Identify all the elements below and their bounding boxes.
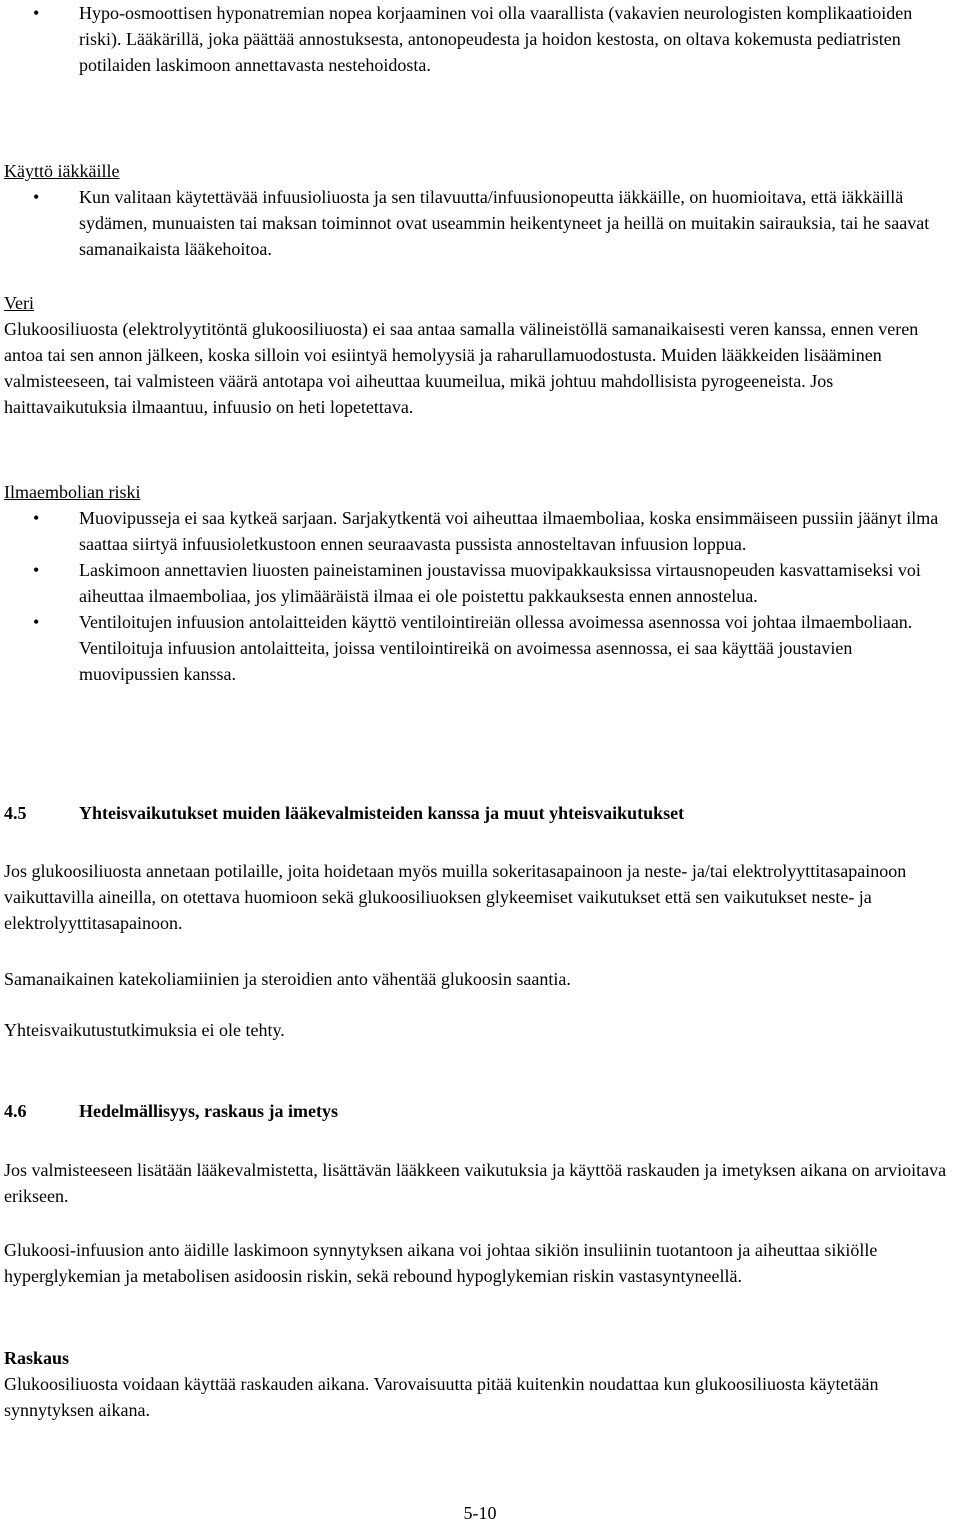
pregnancy-label: Raskaus [4, 1348, 70, 1368]
bullet-icon: • [33, 508, 40, 528]
paragraph: Jos valmisteeseen lisätään lääkevalmistetta, lisättävän lääkkeen vaikutuksia ja käyttöä raskauden ja imetyksen aikana on arvioitava erikseen. [4, 1160, 947, 1206]
page-number: 5-10 [463, 1503, 497, 1523]
section-4-6-body [0, 1157, 960, 1209]
section-title: Hedelmällisyys, raskaus ja imetys [79, 1101, 338, 1121]
section-title: Yhteisvaikutukset muiden lääkevalmisteiden kanssa ja muut yhteisvaikutukset [79, 803, 685, 823]
list-item: • Ventiloitujen infuusion antolaitteiden käyttö ventilointireiän ollessa avoimessa asennossa voi johtaa ilmaemboliaan. Ventiloituja infuusion antolaitteita, joissa ventilointireikä on avoimessa asennossa, ei saa käyttää joustavien muovipussien kanssa. [0, 609, 960, 687]
blood-paragraph: Glukoosiliuosta (elektrolyytitöntä glukoosiliuosta) ei saa antaa samalla välineistöllä samanaikaisesti veren kanssa, ennen veren antoa tai sen annon jälkeen, koska silloin voi esiintyä hemolyysiä ja raharullamuodostusta. Muiden lääkkeiden lisääminen valmisteeseen, tai valmisteen väärä antotapa voi aiheuttaa kuumeilua, mikä johtuu mahdollisista pyrogeeneista. Jos haittavaikutuksia ilmaantuu, infuusio on heti lopetettava. [4, 319, 919, 417]
blood-subheading: Veri [4, 293, 34, 313]
bullet-icon: • [33, 3, 40, 23]
section-4-5-body [0, 858, 960, 936]
list-item: • Muovipusseja ei saa kytkeä sarjaan. Sarjakytkentä voi aiheuttaa ilmaemboliaa, koska ensimmäiseen pussiin jäänyt ilma saattaa siirtyä infuusioletkustoon ennen seuraavasta pussista annosteltavan infuusion loppua. [0, 505, 960, 557]
air-embolism-section [0, 479, 960, 687]
paragraph: Yhteisvaikutustutkimuksia ei ole tehty. [4, 1020, 285, 1040]
blood-section [0, 290, 960, 420]
section-4-6 [0, 1098, 960, 1124]
bullet-icon: • [33, 187, 40, 207]
pregnancy-block [0, 1345, 960, 1423]
pregnancy-paragraph: Glukoosiliuosta voidaan käyttää raskauden aikana. Varovaisuutta pitää kuitenkin noudattaa kun glukoosiliuosta käytetään synnytyksen aikana. [4, 1374, 879, 1420]
bullet-icon: • [33, 612, 40, 632]
section-number: 4.5 [4, 803, 27, 823]
bullet-icon: • [33, 560, 40, 580]
top-bullet-list [0, 0, 960, 78]
section-heading [0, 1098, 960, 1124]
section-4-5-body [0, 1017, 960, 1043]
list-item: • Hypo-osmoottisen hyponatremian nopea korjaaminen voi olla vaarallista (vakavien neurologisten komplikaatioiden riski). Lääkärillä, joka päättää annostuksesta, antonopeudesta ja hoidon kestosta, on oltava kokemusta pediatristen potilaiden laskimoon annettavasta nestehoidosta. [0, 0, 960, 78]
elderly-section [0, 158, 960, 262]
section-4-6-body [0, 1237, 960, 1289]
paragraph: Samanaikainen katekoliamiinien ja steroidien anto vähentää glukoosin saantia. [4, 969, 571, 989]
air-embolism-subheading: Ilmaembolian riski [4, 482, 141, 502]
elderly-subheading: Käyttö iäkkäille [4, 161, 120, 181]
paragraph: Glukoosi-infuusion anto äidille laskimoon synnytyksen aikana voi johtaa sikiön insuliinin tuotantoon ja aiheuttaa sikiölle hyperglykemian ja metabolisen asidoosin riskin, sekä rebound hypoglykemian riskin vastasyntyneellä. [4, 1240, 878, 1286]
paragraph: Jos glukoosiliuosta annetaan potilaille, joita hoidetaan myös muilla sokeritasapainoon ja neste- ja/tai elektrolyyttitasapainoon vaikuttavilla aineilla, on otettava huomioon sekä glukoosiliuoksen glykeemiset vaikutukset että sen vaikutukset neste- ja elektrolyyttitasapainoon. [4, 861, 907, 933]
list-item: • Kun valitaan käytettävää infuusioliuosta ja sen tilavuutta/infuusionopeutta iäkkäille, on huomioitava, että iäkkäillä sydämen, munuaisten tai maksan toiminnot ovat useammin heikentyneet ja heillä on muitakin sairauksia, tai he saavat samanaikaista lääkehoitoa. [0, 184, 960, 262]
section-number: 4.6 [4, 1101, 27, 1121]
list-item: • Laskimoon annettavien liuosten paineistaminen joustavissa muovipakkauksissa virtausnopeuden kasvattamiseksi voi aiheuttaa ilmaemboliaa, jos ylimääräistä ilmaa ei ole poistettu pakkauksesta ennen annostelua. [0, 557, 960, 609]
section-4-5 [0, 800, 960, 826]
section-heading [0, 800, 960, 826]
section-4-5-body [0, 966, 960, 992]
